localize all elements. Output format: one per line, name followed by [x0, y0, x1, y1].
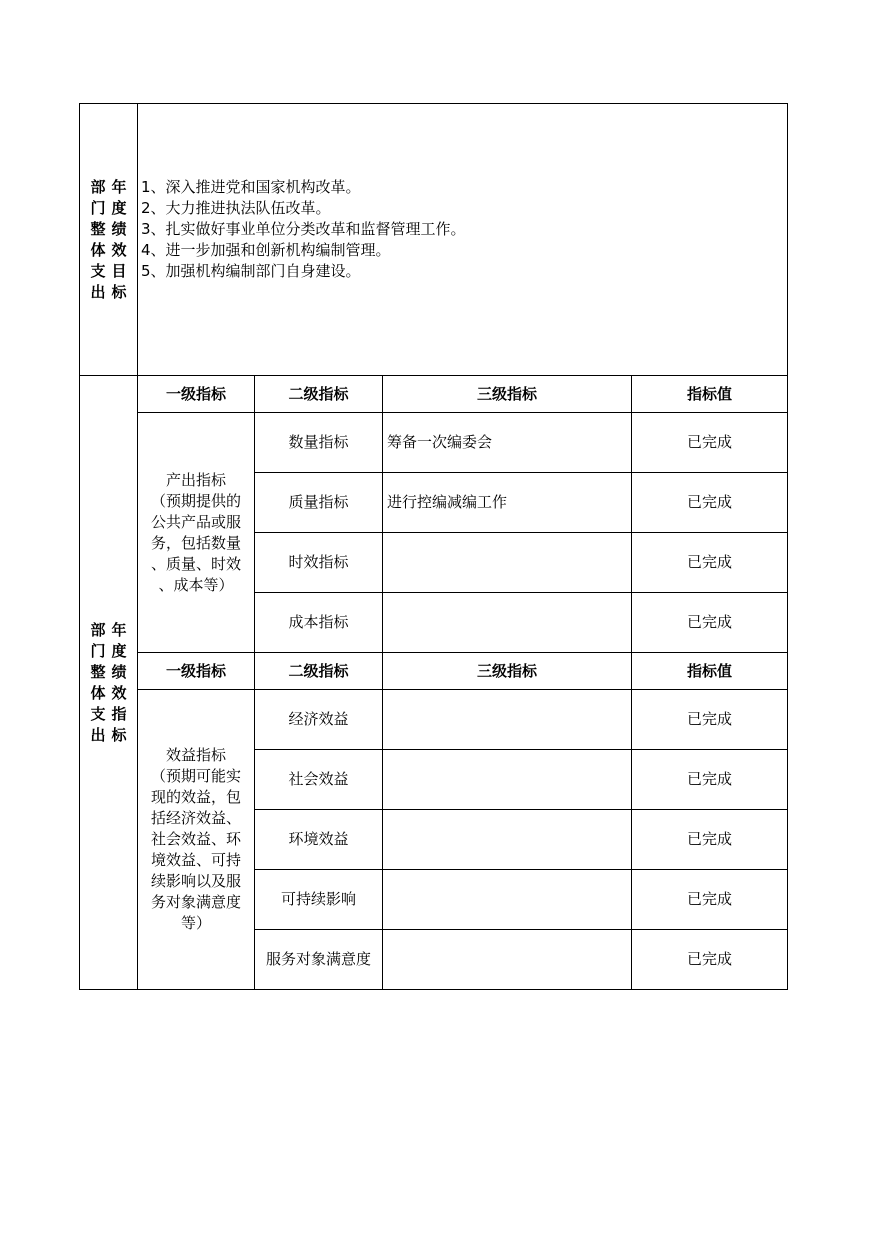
indicators-label-char: 体 [90, 683, 106, 702]
header-level2: 二级指标 [255, 653, 383, 690]
category-line: 社会效益、环 [150, 830, 241, 848]
level2-cell: 社会效益 [255, 750, 383, 810]
category-line: 括经济效益、 [150, 809, 241, 827]
category-line: 境效益、可持 [150, 851, 241, 869]
header-level2: 二级指标 [255, 376, 383, 413]
goals-label-char: 支 [90, 261, 106, 280]
indicators-label-char: 支 [90, 704, 106, 723]
category-line: 务，包括数量 [150, 533, 241, 552]
category-line: 公共产品或服 [150, 512, 241, 531]
level3-cell [383, 750, 632, 810]
goals-label-char: 标 [111, 282, 127, 301]
goals-content [138, 104, 788, 376]
level3-cell [383, 690, 632, 750]
category-line: 产出指标 [165, 470, 226, 489]
header-level3: 三级指标 [383, 376, 632, 413]
header-value: 指标值 [632, 376, 788, 413]
indicators-label-char: 年 [111, 620, 127, 639]
level2-cell: 服务对象满意度 [255, 930, 383, 990]
output-category [138, 413, 255, 653]
level2-cell: 时效指标 [255, 533, 383, 593]
value-cell: 已完成 [632, 413, 788, 473]
goals-label-char: 效 [111, 240, 127, 259]
level3-cell: 进行控编减编工作 [383, 473, 632, 533]
level3-cell [383, 810, 632, 870]
level2-cell: 数量指标 [255, 413, 383, 473]
level2-cell: 环境效益 [255, 810, 383, 870]
goals-label-char: 目 [111, 261, 127, 280]
category-line: 续影响以及服 [150, 872, 241, 890]
indicators-label-char: 度 [111, 641, 127, 660]
output-header-row [80, 376, 788, 413]
goal-item: 5、加强机构编制部门自身建设。 [141, 262, 361, 280]
goal-item: 2、大力推进执法队伍改革。 [141, 199, 331, 217]
goals-label-char: 部 [90, 177, 106, 196]
level2-cell: 经济效益 [255, 690, 383, 750]
value-cell: 已完成 [632, 750, 788, 810]
table-row [80, 690, 788, 750]
performance-sheet [79, 103, 787, 990]
category-line: 等） [180, 914, 211, 932]
category-line: 、质量、时效 [150, 554, 241, 573]
indicators-label-char: 门 [90, 641, 106, 660]
value-cell: 已完成 [632, 593, 788, 653]
goals-label-char: 体 [90, 240, 106, 259]
value-cell: 已完成 [632, 930, 788, 990]
goals-section-label [80, 104, 138, 376]
goals-label-char: 门 [90, 198, 106, 217]
level2-cell: 可持续影响 [255, 870, 383, 930]
category-line: 现的效益，包 [150, 788, 241, 806]
indicators-label-char: 出 [90, 725, 106, 744]
header-level1: 一级指标 [138, 376, 255, 413]
header-level3: 三级指标 [383, 653, 632, 690]
value-cell: 已完成 [632, 533, 788, 593]
value-cell: 已完成 [632, 473, 788, 533]
indicators-label-char: 标 [111, 725, 127, 744]
category-line: 务对象满意度 [150, 893, 241, 911]
goals-label-char: 绩 [111, 219, 127, 238]
level2-cell: 成本指标 [255, 593, 383, 653]
indicators-label-char: 整 [90, 662, 106, 681]
value-cell: 已完成 [632, 810, 788, 870]
goal-item: 3、扎实做好事业单位分类改革和监督管理工作。 [141, 220, 466, 238]
goal-item: 1、深入推进党和国家机构改革。 [141, 178, 361, 196]
performance-table [79, 103, 788, 990]
category-line: 、成本等） [158, 575, 234, 594]
category-line: 效益指标 [165, 746, 226, 764]
goal-item: 4、进一步加强和创新机构编制管理。 [141, 241, 391, 259]
value-cell: 已完成 [632, 870, 788, 930]
goals-label-char: 出 [90, 282, 106, 301]
goals-row [80, 104, 788, 376]
level3-cell: 筹备一次编委会 [383, 413, 632, 473]
header-value: 指标值 [632, 653, 788, 690]
indicators-label-char: 效 [111, 683, 127, 702]
indicators-label-char: 指 [111, 704, 127, 723]
goals-label-char: 年 [111, 177, 127, 196]
category-line: （预期提供的 [150, 491, 241, 510]
level3-cell [383, 930, 632, 990]
table-row [80, 413, 788, 473]
indicators-label-char: 部 [90, 620, 106, 639]
level3-cell [383, 593, 632, 653]
goals-label-char: 整 [90, 219, 106, 238]
level2-cell: 质量指标 [255, 473, 383, 533]
goals-label-char: 度 [111, 198, 127, 217]
header-level1: 一级指标 [138, 653, 255, 690]
indicators-label-char: 绩 [111, 662, 127, 681]
indicators-section-label [80, 376, 138, 990]
category-line: （预期可能实 [150, 767, 241, 785]
benefit-header-row [80, 653, 788, 690]
value-cell: 已完成 [632, 690, 788, 750]
level3-cell [383, 870, 632, 930]
benefit-category [138, 690, 255, 990]
level3-cell [383, 533, 632, 593]
